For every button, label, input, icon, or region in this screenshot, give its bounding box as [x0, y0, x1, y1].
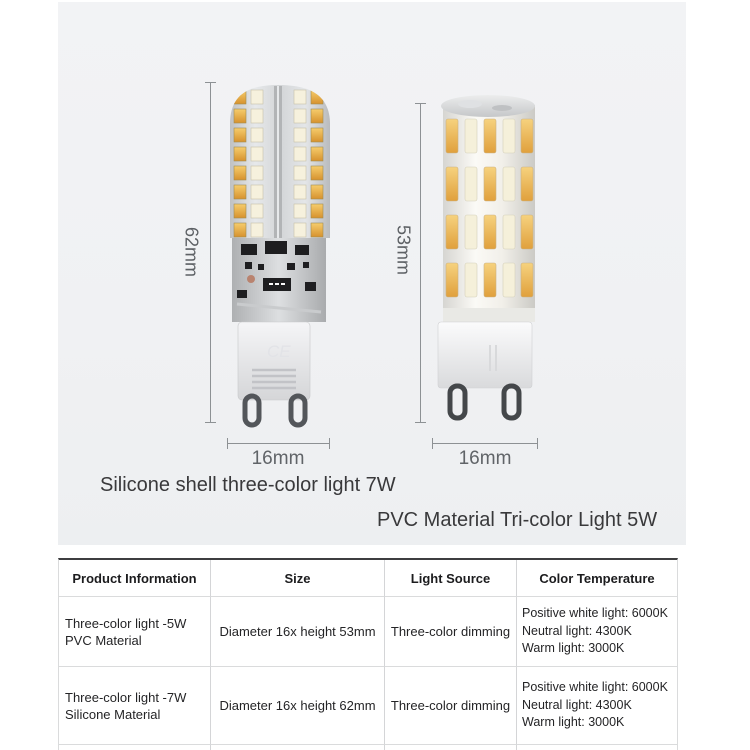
- table-stub-cell: [211, 745, 385, 750]
- g9-pins: [450, 386, 519, 418]
- silicone-bulb-illustration: [225, 82, 332, 430]
- table-stub-cell: [385, 745, 517, 750]
- ce-marking: CE: [267, 342, 291, 361]
- bulb-body: [230, 85, 330, 238]
- caption-pvc-bulb: PVC Material Tri-color Light 5W: [377, 509, 658, 531]
- bulb-body: [441, 95, 535, 322]
- width-dimension-label-right: 16mm: [458, 448, 512, 469]
- width-dimension-label-left: 16mm: [251, 448, 305, 469]
- top-cap: [441, 95, 535, 117]
- spec-table: [58, 558, 678, 750]
- header-color-temperature: Color Temperature: [517, 560, 677, 597]
- table-stub-cell: [59, 745, 211, 750]
- pvc-bulb-illustration: [430, 93, 540, 430]
- driver-circuit-section: [232, 238, 326, 322]
- table-stub-cell: [517, 745, 677, 750]
- table-row-2-color-temperature: Positive white light: 6000K Neutral light: 4300K Warm light: 3000K: [517, 667, 677, 745]
- table-row-1-size: Diameter 16x height 53mm: [211, 597, 385, 667]
- table-row-2-size: Diameter 16x height 62mm: [211, 667, 385, 745]
- table-row-2-light-source: Three-color dimming: [385, 667, 517, 745]
- caption-silicone-bulb: Silicone shell three-color light 7W: [100, 474, 396, 496]
- height-dimension-line-right: [415, 103, 426, 423]
- table-row-2-product: [59, 667, 211, 745]
- product-material-line: Silicone Material: [65, 706, 161, 722]
- product-name-line: Three-color light -7W: [65, 689, 187, 705]
- header-product-information: Product Information: [59, 560, 211, 597]
- height-dimension-label-left: 62mm: [181, 226, 202, 278]
- g9-pins: [245, 396, 305, 425]
- product-image-panel: [58, 2, 686, 545]
- height-dimension-line-left: [205, 82, 216, 423]
- table-row-1-color-temperature: Positive white light: 6000K Neutral light: 4300K Warm light: 3000K: [517, 597, 677, 667]
- height-dimension-label-right: 53mm: [393, 224, 414, 276]
- table-row-1-light-source: Three-color dimming: [385, 597, 517, 667]
- header-size: Size: [211, 560, 385, 597]
- header-light-source: Light Source: [385, 560, 517, 597]
- product-name-line: Three-color light -5W: [65, 615, 187, 631]
- product-material-line: PVC Material: [65, 632, 142, 648]
- bulb-base: [438, 322, 532, 388]
- bulb-base: [238, 322, 310, 400]
- table-row-1-product: [59, 597, 211, 667]
